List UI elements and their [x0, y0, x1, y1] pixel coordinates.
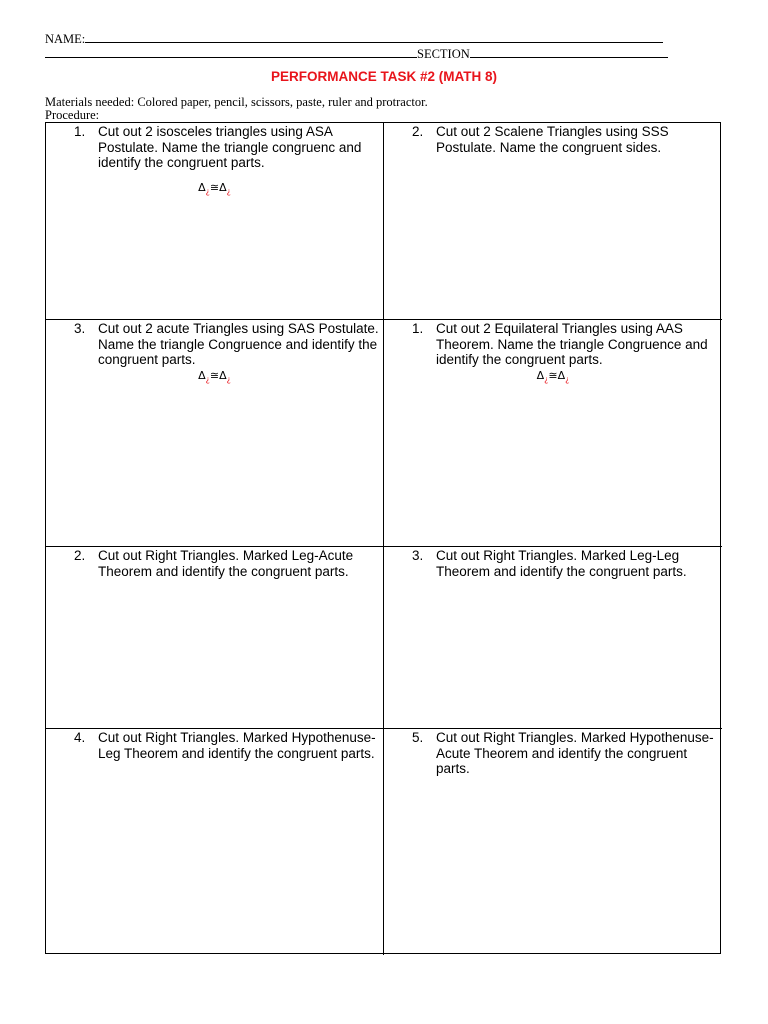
- task-item: [74, 321, 379, 387]
- page-title: PERFORMANCE TASK #2 (MATH 8): [270, 69, 497, 84]
- task-cell: [46, 729, 384, 955]
- congruence-statement: [50, 368, 379, 388]
- task-number: 5.: [412, 730, 424, 745]
- task-text: Cut out 2 Equilateral Triangles using AAS Theorem. Name the triangle Congruence and identify the congruent parts.: [436, 321, 708, 367]
- task-cell: [384, 729, 722, 955]
- task-text: Cut out 2 Scalene Triangles using SSS Postulate. Name the congruent sides.: [436, 124, 669, 155]
- congruent-symbol: ≅: [209, 180, 220, 194]
- name-blank[interactable]: [85, 31, 663, 43]
- task-number: 3.: [412, 548, 424, 563]
- triangle-symbol: Δ: [198, 180, 206, 194]
- task-item: [412, 548, 718, 579]
- placeholder-mark: ¿: [226, 374, 231, 384]
- procedure-label: Procedure:: [45, 108, 100, 122]
- task-number: 1.: [412, 321, 424, 336]
- placeholder-mark: ¿: [205, 186, 210, 196]
- section-label: SECTION: [417, 47, 470, 61]
- task-number: 3.: [74, 321, 86, 336]
- triangle-symbol: Δ: [219, 368, 227, 382]
- congruence-statement: [50, 180, 379, 200]
- task-item: [412, 321, 718, 387]
- task-number: 2.: [412, 124, 424, 139]
- triangle-symbol: Δ: [219, 180, 227, 194]
- task-number: 4.: [74, 730, 86, 745]
- task-item: [74, 730, 379, 761]
- placeholder-mark: ¿: [205, 374, 210, 384]
- task-number: 1.: [74, 124, 86, 139]
- name-line: [45, 31, 663, 46]
- congruent-symbol: ≅: [209, 368, 220, 382]
- task-number: 2.: [74, 548, 86, 563]
- task-text: Cut out Right Triangles. Marked Leg-Acute Theorem and identify the congruent parts.: [98, 548, 354, 579]
- task-item: [74, 124, 379, 199]
- congruence-statement: [388, 368, 718, 388]
- task-cell: [384, 547, 722, 729]
- placeholder-mark: ¿: [544, 374, 549, 384]
- task-text: Cut out Right Triangles. Marked Hypothenuse-Leg Theorem and identify the congruent parts.: [98, 730, 376, 761]
- placeholder-mark: ¿: [565, 374, 570, 384]
- section-blank[interactable]: [470, 46, 668, 58]
- triangle-symbol: Δ: [198, 368, 206, 382]
- task-item: [412, 124, 718, 155]
- triangle-symbol: Δ: [536, 368, 545, 382]
- triangle-symbol: Δ: [557, 368, 566, 382]
- task-text: Cut out Right Triangles. Marked Leg-Leg Theorem and identify the congruent parts.: [436, 548, 687, 579]
- task-cell: [46, 320, 384, 547]
- task-cell: [46, 547, 384, 729]
- task-item: [74, 548, 379, 579]
- task-grid: [45, 122, 721, 954]
- name-blank-continued[interactable]: [45, 46, 417, 58]
- task-cell: [384, 320, 722, 547]
- name-label: NAME:: [45, 32, 86, 46]
- task-text: Cut out Right Triangles. Marked Hypothenuse- Acute Theorem and identify the congruent parts.: [436, 730, 714, 776]
- placeholder-mark: ¿: [226, 186, 231, 196]
- congruent-symbol: ≅: [548, 368, 558, 382]
- materials-text: Materials needed: Colored paper, pencil, scissors, paste, ruler and protractor.: [45, 95, 428, 109]
- task-cell: [46, 123, 384, 320]
- task-item: [412, 730, 718, 777]
- task-text: Cut out 2 isosceles triangles using ASA Postulate. Name the triangle congruenc and identify the congruent parts.: [98, 124, 362, 170]
- task-text: Cut out 2 acute Triangles using SAS Postulate. Name the triangle Congruence and identify the congruent parts.: [98, 321, 379, 367]
- task-cell: [384, 123, 722, 320]
- section-line: [45, 46, 668, 61]
